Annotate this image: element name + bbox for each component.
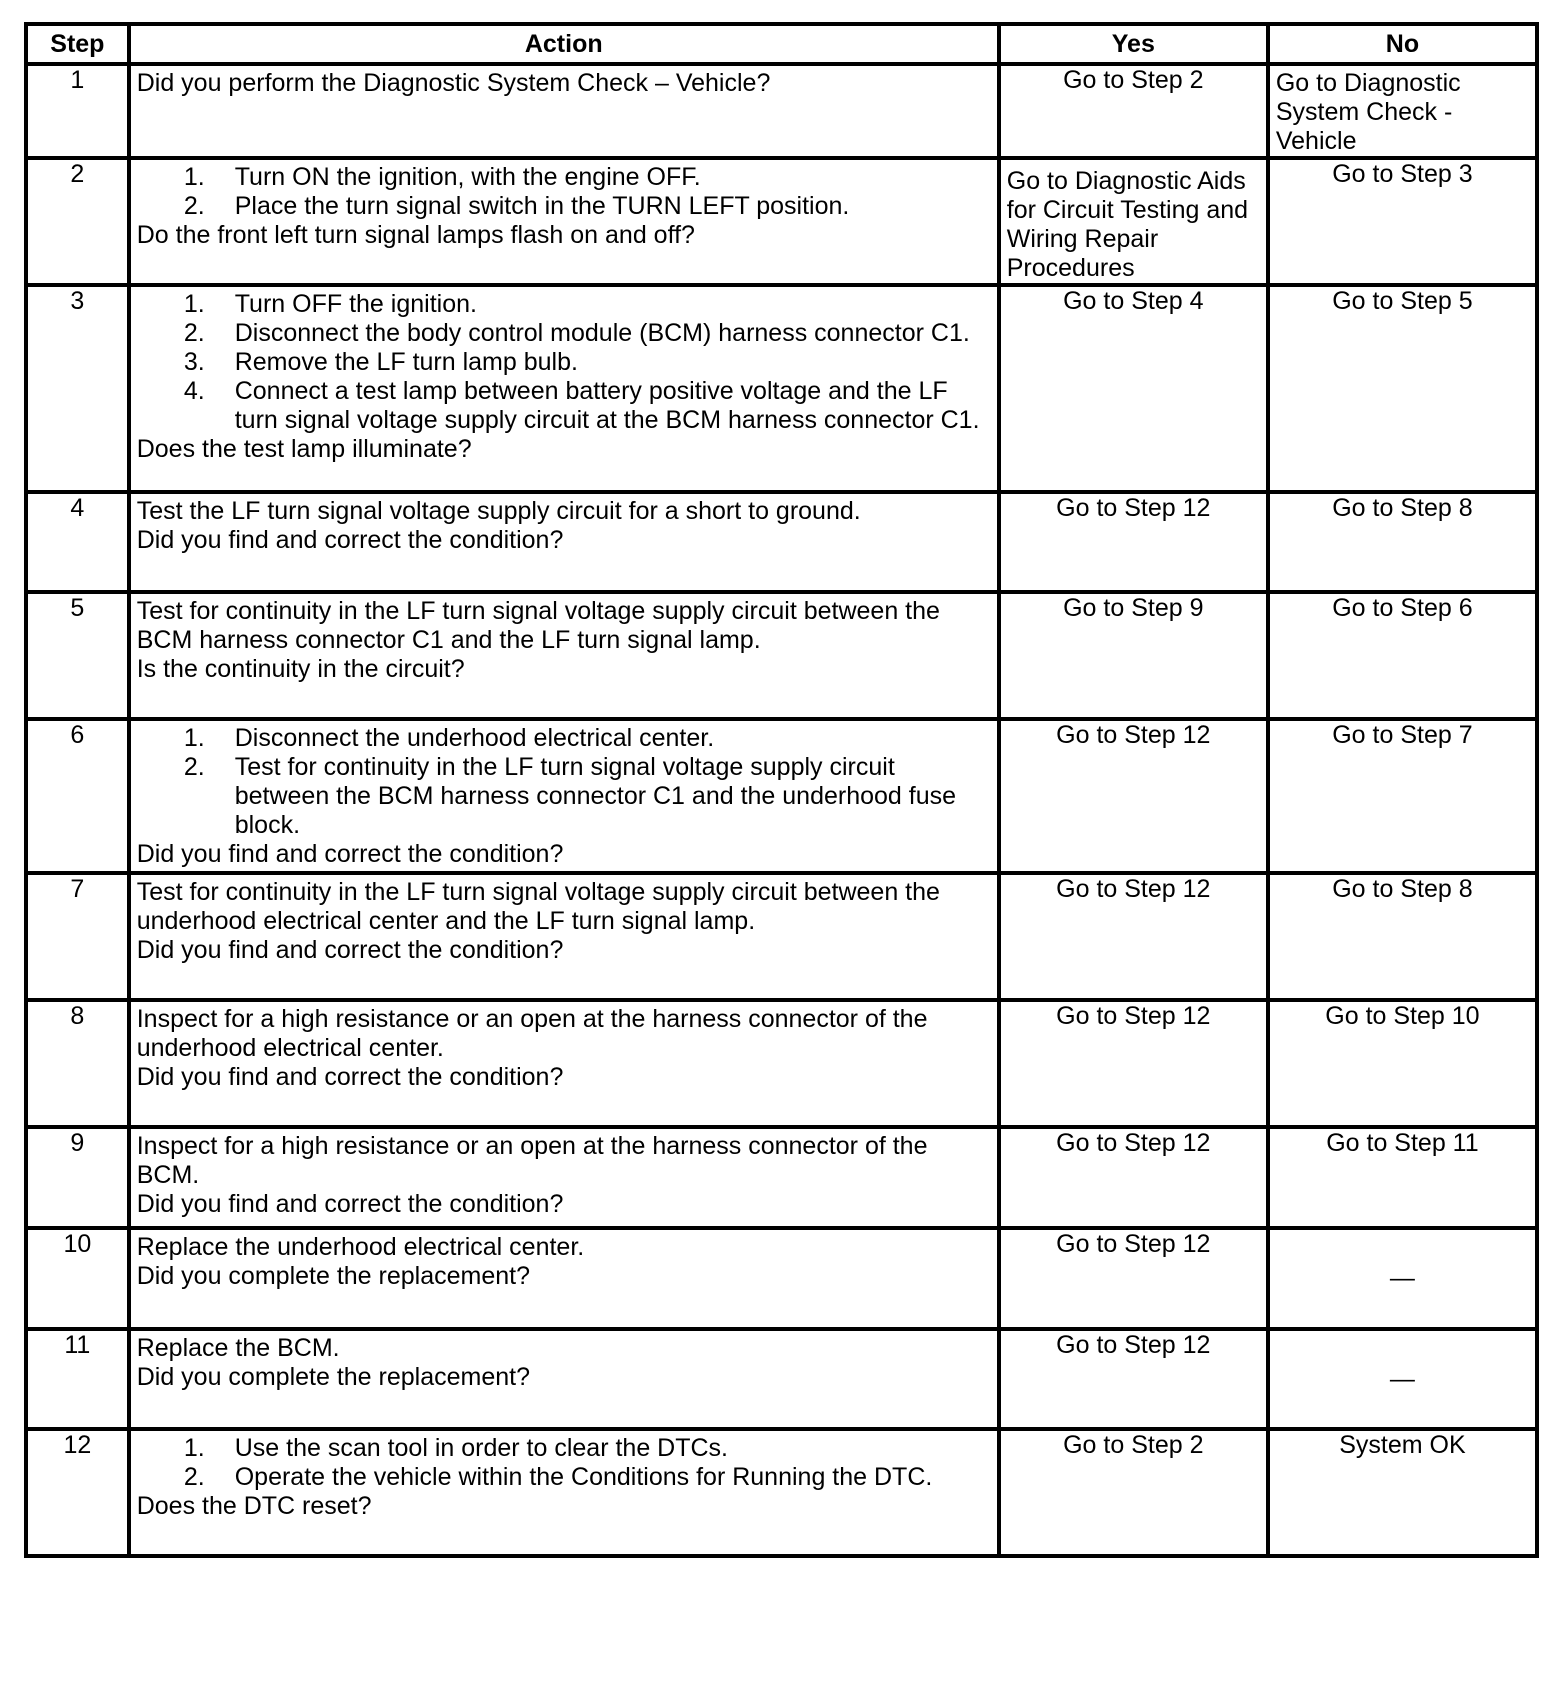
header-no: No bbox=[1268, 24, 1537, 64]
yes-cell: Go to Step 12 bbox=[999, 1127, 1268, 1228]
table-row bbox=[26, 719, 1537, 873]
instruction-text: Inspect for a high resistance or an open at the harness connector of the BCM. bbox=[136, 1132, 928, 1189]
instruction-text: Replace the underhood electrical center. bbox=[136, 1233, 585, 1261]
list-item: 4. Connect a test lamp between battery positive voltage and the LF turn signal voltage supply circuit at the BCM harness connector C1. bbox=[183, 377, 980, 434]
question-text: Did you find and correct the condition? bbox=[136, 936, 564, 964]
step-number: 9 bbox=[26, 1127, 129, 1228]
list-item: 2. Test for continuity in the LF turn signal voltage supply circuit between the BCM harness connector C1 and the underhood fuse block. bbox=[183, 753, 957, 839]
header-row bbox=[26, 24, 1537, 64]
step-number: 11 bbox=[26, 1329, 129, 1429]
step-number: 3 bbox=[26, 285, 129, 492]
yes-cell: Go to Step 12 bbox=[999, 1000, 1268, 1127]
list-item: 1. Turn OFF the ignition. bbox=[183, 290, 477, 318]
action-cell bbox=[129, 719, 999, 873]
action-cell bbox=[129, 285, 999, 492]
action-cell bbox=[129, 873, 999, 1000]
instruction-text: Test for continuity in the LF turn signal voltage supply circuit between the BCM harness connector C1 and the LF turn signal lamp. bbox=[136, 597, 940, 654]
header-action: Action bbox=[129, 24, 999, 64]
list-item: 3. Remove the LF turn lamp bulb. bbox=[183, 348, 578, 376]
question-text: Does the DTC reset? bbox=[136, 1492, 372, 1520]
action-cell bbox=[129, 1000, 999, 1127]
no-cell: System OK bbox=[1268, 1429, 1537, 1556]
yes-cell: Go to Step 12 bbox=[999, 873, 1268, 1000]
step-number: 12 bbox=[26, 1429, 129, 1556]
action-cell bbox=[129, 492, 999, 592]
list-item: 2. Operate the vehicle within the Conditions for Running the DTC. bbox=[183, 1463, 933, 1491]
table-row bbox=[26, 1329, 1537, 1429]
instruction-text: Inspect for a high resistance or an open at the harness connector of the underhood electrical center. bbox=[136, 1005, 928, 1062]
action-cell bbox=[129, 1127, 999, 1228]
substep-list bbox=[137, 1434, 991, 1492]
yes-cell: Go to Step 2 bbox=[999, 1429, 1268, 1556]
step-number: 1 bbox=[26, 64, 129, 158]
table-row bbox=[26, 1228, 1537, 1329]
instruction-text: Replace the BCM. bbox=[136, 1334, 340, 1362]
action-cell bbox=[129, 158, 999, 285]
table-row bbox=[26, 492, 1537, 592]
no-cell: Go to Step 6 bbox=[1268, 592, 1537, 719]
no-cell: Go to Step 10 bbox=[1268, 1000, 1537, 1127]
substep-list bbox=[137, 290, 991, 435]
list-item: 1. Use the scan tool in order to clear the DTCs. bbox=[183, 1434, 728, 1462]
action-cell bbox=[129, 1429, 999, 1556]
table-row bbox=[26, 64, 1537, 158]
table-row bbox=[26, 158, 1537, 285]
instruction-text: Test for continuity in the LF turn signal voltage supply circuit between the underhood electrical center and the LF turn signal lamp. bbox=[136, 878, 940, 935]
action-cell bbox=[129, 592, 999, 719]
yes-cell: Go to Step 12 bbox=[999, 1228, 1268, 1329]
table-row bbox=[26, 285, 1537, 492]
question-text: Did you find and correct the condition? bbox=[136, 1063, 564, 1091]
yes-cell: Go to Step 9 bbox=[999, 592, 1268, 719]
list-item: 1. Turn ON the ignition, with the engine OFF. bbox=[183, 163, 701, 191]
yes-cell: Go to Step 12 bbox=[999, 719, 1268, 873]
substep-list bbox=[137, 163, 991, 221]
question-text: Does the test lamp illuminate? bbox=[136, 435, 472, 463]
list-item: 2. Disconnect the body control module (BCM) harness connector C1. bbox=[183, 319, 970, 347]
action-cell bbox=[129, 1329, 999, 1429]
step-number: 10 bbox=[26, 1228, 129, 1329]
action-cell bbox=[129, 1228, 999, 1329]
table-row bbox=[26, 592, 1537, 719]
question-text: Is the continuity in the circuit? bbox=[136, 655, 465, 683]
no-cell: Go to Step 8 bbox=[1268, 492, 1537, 592]
no-cell: Go to Diagnostic System Check - Vehicle bbox=[1268, 64, 1537, 158]
step-number: 4 bbox=[26, 492, 129, 592]
list-item: 2. Place the turn signal switch in the TURN LEFT position. bbox=[183, 192, 850, 220]
no-cell: Go to Step 7 bbox=[1268, 719, 1537, 873]
diagnostic-table bbox=[24, 22, 1539, 1558]
question-text: Did you find and correct the condition? bbox=[136, 526, 564, 554]
list-item: 1. Disconnect the underhood electrical center. bbox=[183, 724, 715, 752]
table-row bbox=[26, 873, 1537, 1000]
step-number: 2 bbox=[26, 158, 129, 285]
question-text: Did you find and correct the condition? bbox=[136, 1190, 564, 1218]
header-yes: Yes bbox=[999, 24, 1268, 64]
yes-cell: Go to Diagnostic Aids for Circuit Testing and Wiring Repair Procedures bbox=[999, 158, 1268, 285]
question-text: Do the front left turn signal lamps flash on and off? bbox=[136, 221, 695, 249]
yes-cell: Go to Step 12 bbox=[999, 492, 1268, 592]
question-text: Did you find and correct the condition? bbox=[136, 840, 564, 868]
no-cell: — bbox=[1268, 1329, 1537, 1429]
substep-list bbox=[137, 724, 991, 840]
no-cell: Go to Step 5 bbox=[1268, 285, 1537, 492]
table-row bbox=[26, 1000, 1537, 1127]
question-text: Did you complete the replacement? bbox=[136, 1363, 530, 1391]
instruction-text: Did you perform the Diagnostic System Check – Vehicle? bbox=[136, 69, 771, 97]
action-cell bbox=[129, 64, 999, 158]
instruction-text: Test the LF turn signal voltage supply circuit for a short to ground. bbox=[136, 497, 861, 525]
no-cell: Go to Step 8 bbox=[1268, 873, 1537, 1000]
step-number: 5 bbox=[26, 592, 129, 719]
step-number: 6 bbox=[26, 719, 129, 873]
step-number: 8 bbox=[26, 1000, 129, 1127]
no-cell: Go to Step 3 bbox=[1268, 158, 1537, 285]
table-row bbox=[26, 1429, 1537, 1556]
table-row bbox=[26, 1127, 1537, 1228]
no-cell: — bbox=[1268, 1228, 1537, 1329]
no-cell: Go to Step 11 bbox=[1268, 1127, 1537, 1228]
yes-cell: Go to Step 12 bbox=[999, 1329, 1268, 1429]
header-step: Step bbox=[26, 24, 129, 64]
yes-cell: Go to Step 2 bbox=[999, 64, 1268, 158]
yes-cell: Go to Step 4 bbox=[999, 285, 1268, 492]
question-text: Did you complete the replacement? bbox=[136, 1262, 530, 1290]
step-number: 7 bbox=[26, 873, 129, 1000]
